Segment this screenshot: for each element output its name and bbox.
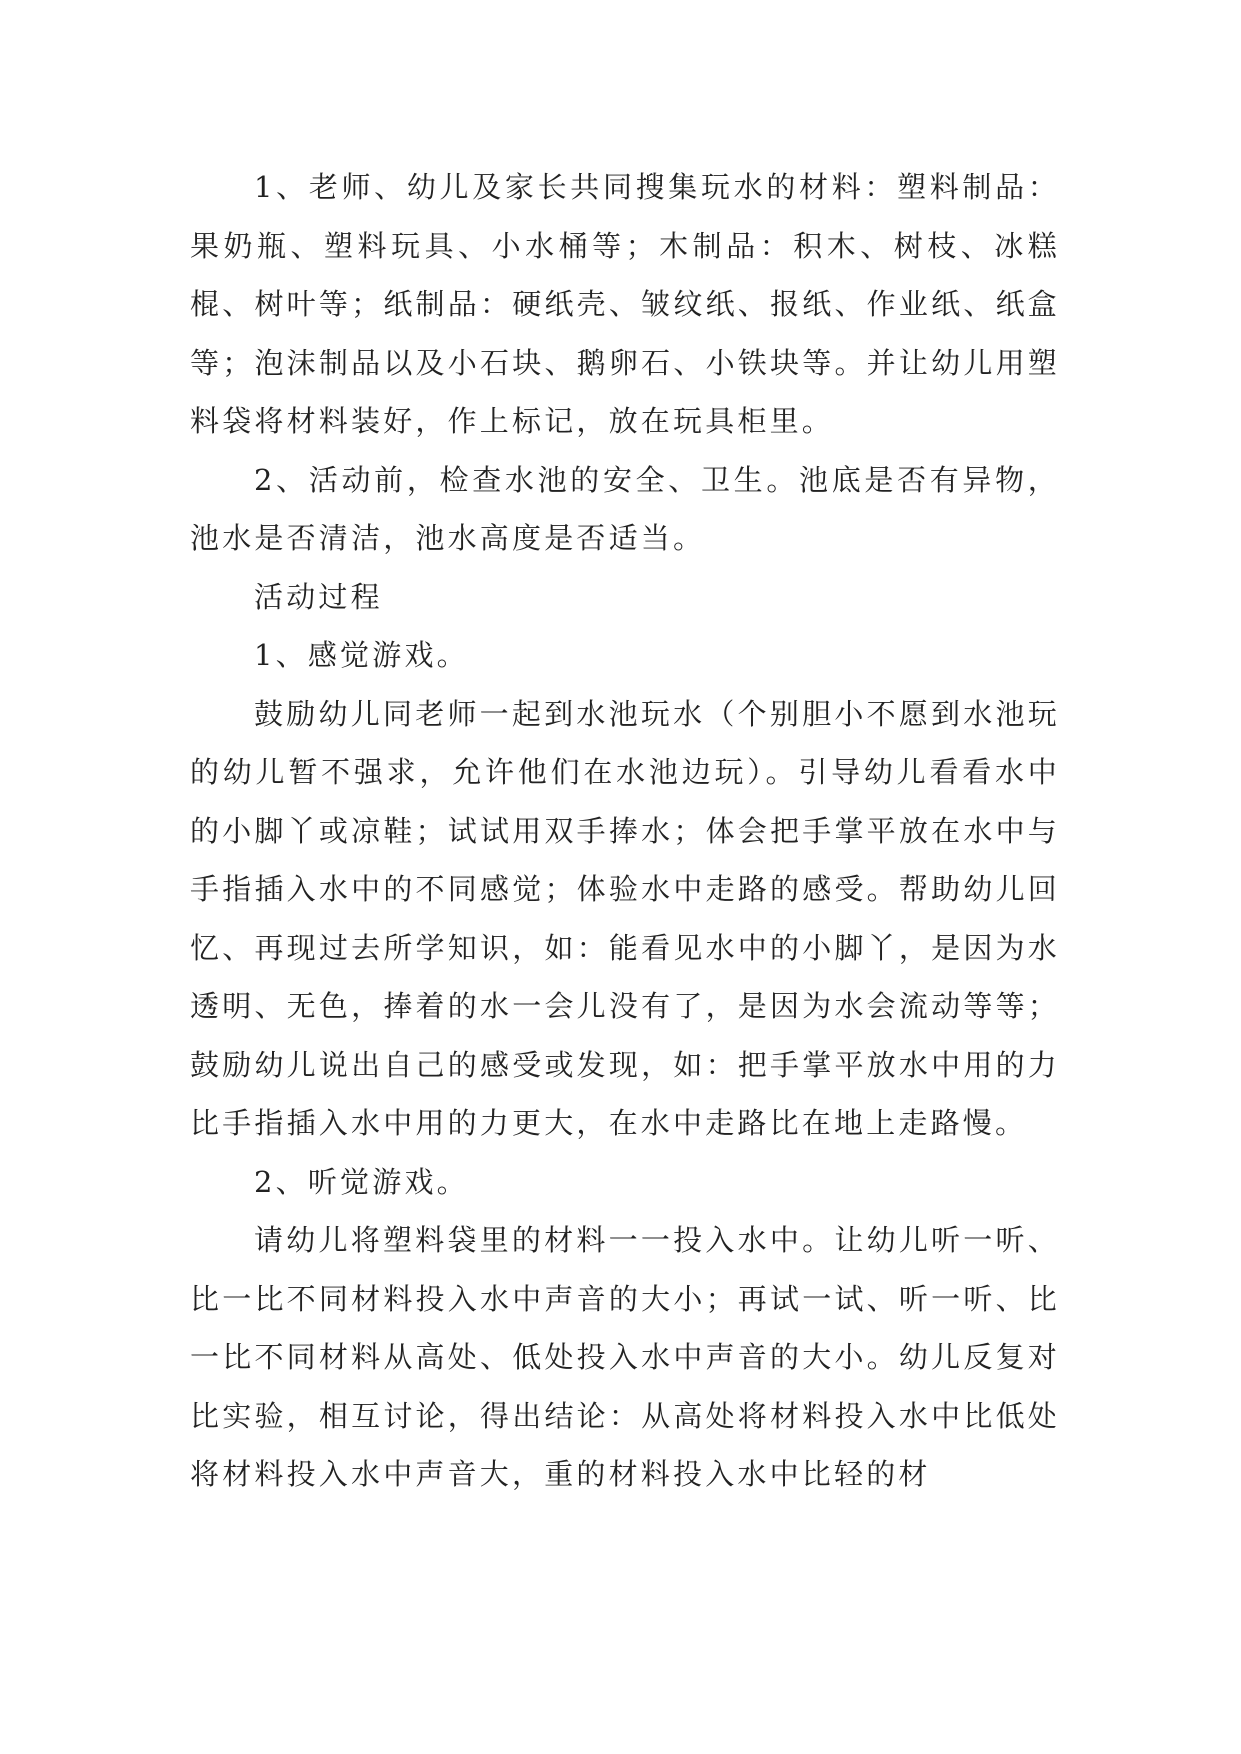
document-body — [190, 158, 1060, 1504]
paragraph-auditory-game: 请幼儿将塑料袋里的材料一一投入水中。让幼儿听一听、比一比不同材料投入水中声音的大小；再试一试、听一听、比一比不同材料从高处、低处投入水中声音的大小。幼儿反复对比实验，相互讨论，得出结论：从高处将材料投入水中比低处将材料投入水中声音大，重的材料投入水中比轻的材 — [190, 1223, 1060, 1491]
subheading-tactile-game: 1、感觉游戏。 — [254, 638, 469, 672]
paragraph-pool-check: 2、活动前，检查水池的安全、卫生。池底是否有异物，池水是否清洁，池水高度是否适当。 — [190, 462, 1060, 555]
subheading-auditory-game: 2、听觉游戏。 — [254, 1164, 469, 1199]
section-heading-activity-process: 活动过程 — [254, 579, 383, 614]
paragraph-tactile-game: 鼓励幼儿同老师一起到水池玩水（个别胆小不愿到水池玩的幼儿暂不强求，允许他们在水池边玩）。引导幼儿看看水中的小脚丫或凉鞋；试试用双手捧水；体会把手掌平放在水中与手指插入水中的不同感觉；体验水中走路的感受。帮助幼儿回忆、再现过去所学知识，如：能看见水中的小脚丫，是因为水透明、无色，捧着的水一会儿没有了，是因为水会流动等等；鼓励幼儿说出自己的感受或发现，如：把手掌平放水中用的力比手指插入水中用的力更大，在水中走路比在地上走路慢。 — [190, 696, 1060, 1140]
paragraph-materials: 1、老师、幼儿及家长共同搜集玩水的材料：塑料制品：果奶瓶、塑料玩具、小水桶等；木制品：积木、树枝、冰糕棍、树叶等；纸制品：硬纸壳、皱纹纸、报纸、作业纸、纸盒等；泡沫制品以及小石块、鹅卵石、小铁块等。并让幼儿用塑料袋将材料装好，作上标记，放在玩具柜里。 — [190, 170, 1060, 438]
